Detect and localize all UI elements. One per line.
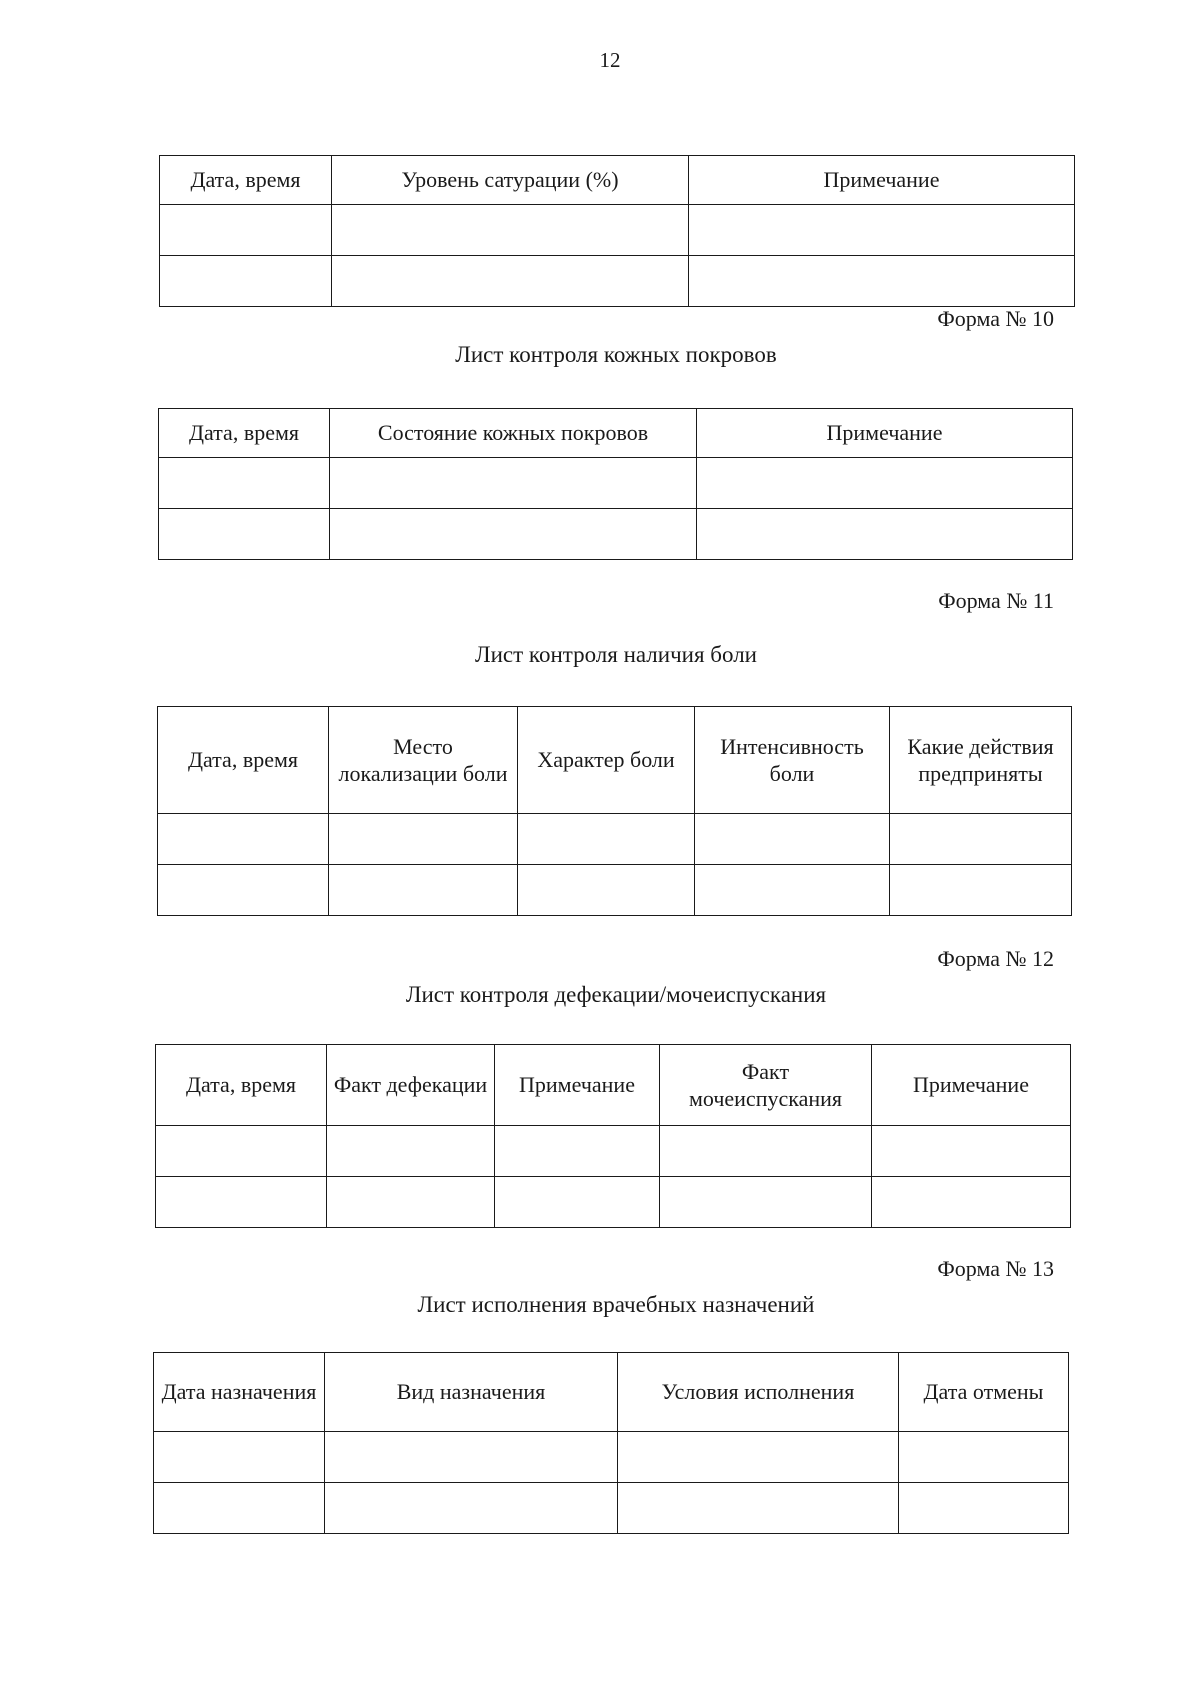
saturation-table [159,155,1075,307]
table-row [156,1126,1071,1177]
form-10-title: Лист контроля кожных покровов [455,342,777,367]
table-cell[interactable] [697,509,1073,560]
table-cell[interactable] [618,1432,899,1483]
header-note: Примечание [872,1045,1071,1126]
table-row [154,1432,1069,1483]
table-row [160,205,1075,256]
table-header-row [158,707,1072,814]
header-pain-location: Место локализации боли [329,707,518,814]
form-10-label: Форма № 10 [937,306,1054,331]
table-cell[interactable] [872,1126,1071,1177]
table-cell[interactable] [689,256,1075,307]
header-prescription-type: Вид назначения [325,1353,618,1432]
skin-control-table [158,408,1073,560]
table-cell[interactable] [325,1483,618,1534]
table-cell[interactable] [899,1432,1069,1483]
table-row [156,1177,1071,1228]
table-header-row [159,409,1073,458]
header-saturation-level: Уровень сатурации (%) [332,156,689,205]
form-11-title: Лист контроля наличия боли [475,642,757,667]
table-cell[interactable] [872,1177,1071,1228]
header-date-time: Дата, время [159,409,330,458]
header-urination-fact: Факт мочеиспускания [660,1045,872,1126]
header-skin-condition: Состояние кожных покровов [330,409,697,458]
header-date-time: Дата, время [160,156,332,205]
header-date-time: Дата, время [158,707,329,814]
table-cell[interactable] [156,1126,327,1177]
table-cell[interactable] [327,1177,495,1228]
table-cell[interactable] [495,1177,660,1228]
form-12-label: Форма № 12 [937,946,1054,971]
prescriptions-table [153,1352,1069,1534]
defecation-urination-table [155,1044,1071,1228]
table-cell[interactable] [890,814,1072,865]
table-header-row [156,1045,1071,1126]
table-cell[interactable] [660,1177,872,1228]
table-header-row [160,156,1075,205]
form-12-title: Лист контроля дефекации/мочеиспускания [405,982,827,1007]
table-row [154,1483,1069,1534]
table-cell[interactable] [329,865,518,916]
table-cell[interactable] [899,1483,1069,1534]
table-cell[interactable] [518,865,695,916]
pain-control-table [157,706,1072,916]
table-cell[interactable] [158,814,329,865]
table-cell[interactable] [695,865,890,916]
table-cell[interactable] [330,509,697,560]
table-row [159,509,1073,560]
form-13-title: Лист исполнения врачебных назначений [417,1292,815,1317]
table-row [159,458,1073,509]
form-11-label: Форма № 11 [938,588,1054,613]
table-cell[interactable] [660,1126,872,1177]
header-pain-character: Характер боли [518,707,695,814]
header-execution-conditions: Условия исполнения [618,1353,899,1432]
page-number: 12 [599,48,621,72]
header-note: Примечание [689,156,1075,205]
header-date-time: Дата, время [156,1045,327,1126]
table-cell[interactable] [329,814,518,865]
table-cell[interactable] [327,1126,495,1177]
header-prescription-date: Дата назначения [154,1353,325,1432]
table-cell[interactable] [332,205,689,256]
table-cell[interactable] [160,205,332,256]
table-cell[interactable] [618,1483,899,1534]
table-cell[interactable] [518,814,695,865]
table-cell[interactable] [697,458,1073,509]
table-cell[interactable] [689,205,1075,256]
header-defecation-fact: Факт дефекации [327,1045,495,1126]
table-cell[interactable] [154,1483,325,1534]
table-cell[interactable] [495,1126,660,1177]
header-note: Примечание [697,409,1073,458]
table-row [158,814,1072,865]
table-cell[interactable] [156,1177,327,1228]
header-cancellation-date: Дата отмены [899,1353,1069,1432]
table-cell[interactable] [890,865,1072,916]
table-header-row [154,1353,1069,1432]
header-pain-intensity: Интенсивность боли [695,707,890,814]
table-cell[interactable] [159,458,330,509]
table-cell[interactable] [160,256,332,307]
table-cell[interactable] [158,865,329,916]
header-note: Примечание [495,1045,660,1126]
form-13-label: Форма № 13 [937,1256,1054,1281]
header-actions-taken: Какие действия предприняты [890,707,1072,814]
table-cell[interactable] [154,1432,325,1483]
table-cell[interactable] [325,1432,618,1483]
table-cell[interactable] [695,814,890,865]
table-cell[interactable] [330,458,697,509]
table-row [160,256,1075,307]
table-row [158,865,1072,916]
table-cell[interactable] [332,256,689,307]
table-cell[interactable] [159,509,330,560]
